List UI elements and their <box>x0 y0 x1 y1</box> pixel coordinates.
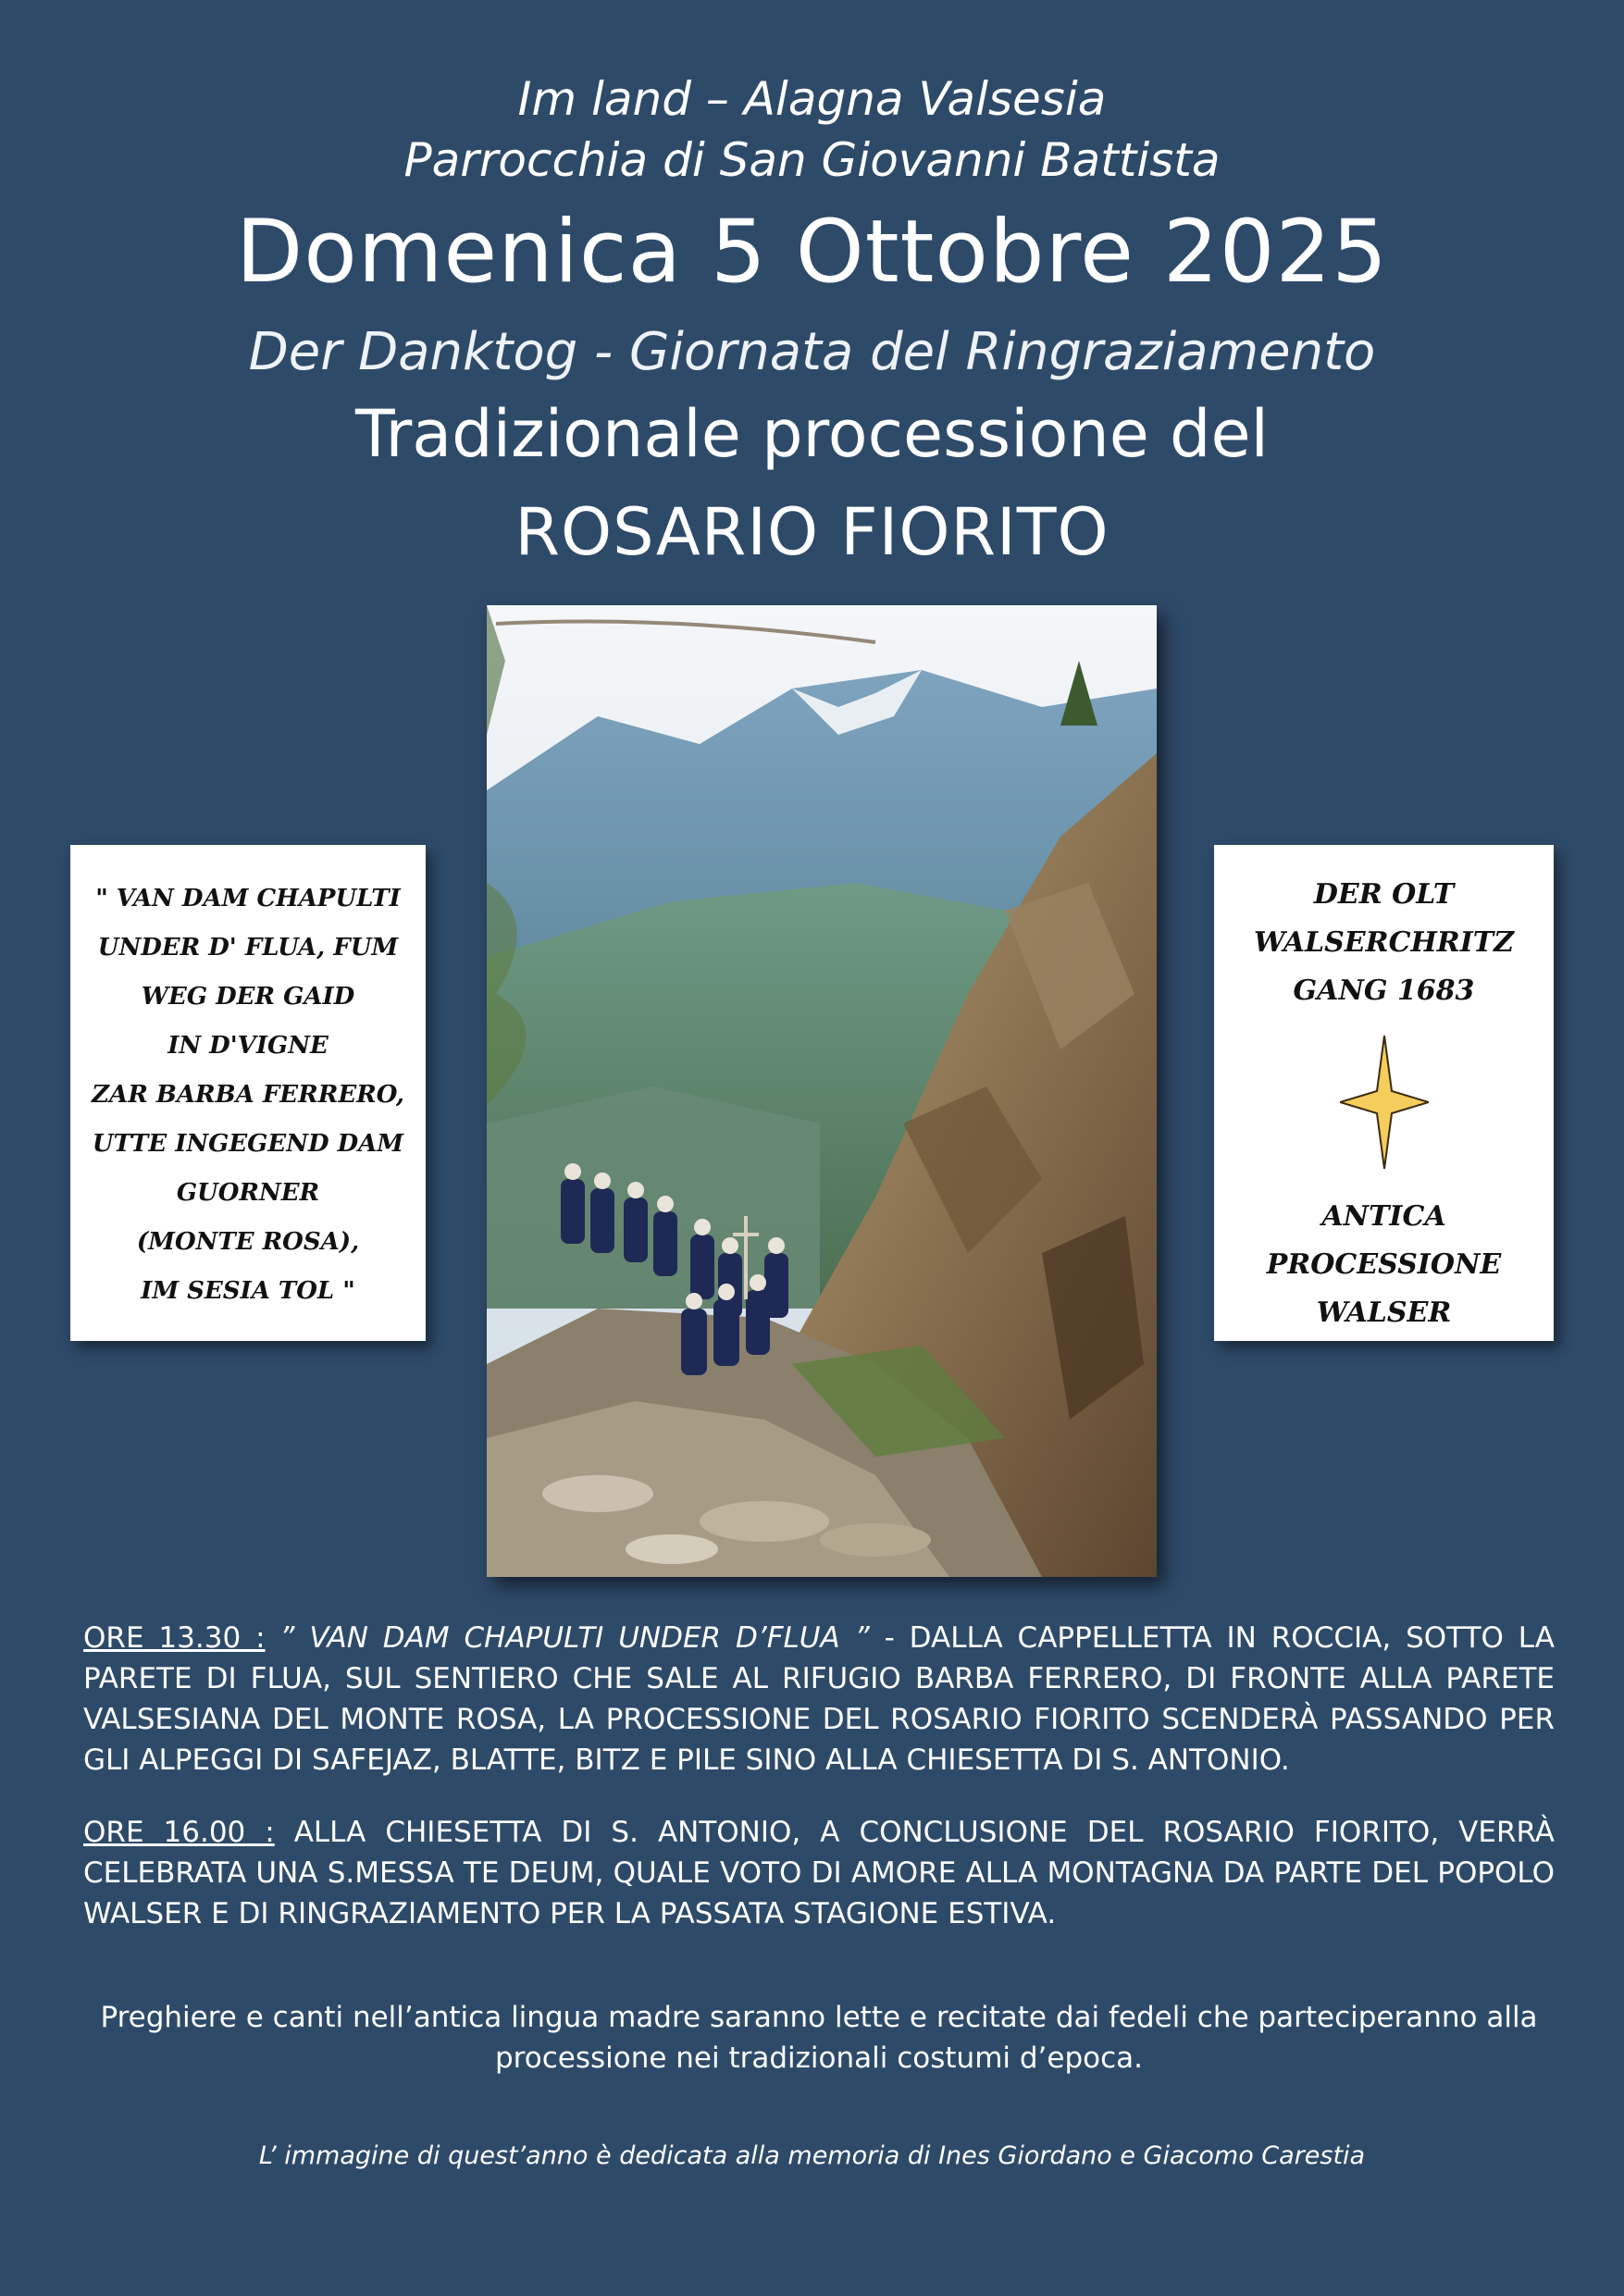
quote-line: IM SESIA TOL " <box>141 1277 355 1305</box>
quote-line: IN D'VIGNE <box>167 1032 329 1060</box>
quote-line: UTTE INGEGEND DAM <box>92 1130 404 1158</box>
procession-photo <box>487 605 1157 1577</box>
info-line: ANTICA <box>1321 1200 1446 1233</box>
program-item-1600 <box>83 1812 1555 1934</box>
quote-line: (MONTE ROSA), <box>136 1228 360 1256</box>
star-icon <box>1340 1036 1429 1169</box>
quote-line: " VAN DAM CHAPULTI <box>95 885 401 912</box>
event-subtitle: Der Danktog - Giornata del Ringraziamento <box>248 322 1376 382</box>
program-quote: ” VAN DAM CHAPULTI UNDER D’FLUA ” <box>265 1621 885 1655</box>
program-item-1330 <box>83 1618 1555 1781</box>
quote-line: GUORNER <box>176 1179 320 1207</box>
program-time: ORE 16.00 : <box>83 1816 275 1849</box>
procession-info-box <box>1214 845 1554 1341</box>
info-line: DER OLT <box>1313 878 1455 911</box>
info-line: WALSERCHRITZ <box>1253 926 1514 959</box>
program-text: - DALLA CAPPELLETTA IN ROCCIA, SOTTO LA PARETE DI FLUA, SUL SENTIERO CHE SALE AL RIFUGIO BARBA FERRERO, DI FRONTE ALLA PARETE VALSESIANA DEL MONTE ROSA, LA PROCESSIONE DEL ROSARIO FIORITO SCENDERÀ PASSANDO PER GLI ALPEGGI DI SAFEJAZ, BLATTE, BITZ E PILE SINO ALLA CHIESETTA DI S. ANTONIO. <box>83 1621 1555 1777</box>
info-line: GANG 1683 <box>1293 974 1475 1007</box>
header-location: Im land – Alagna Valsesia <box>517 72 1107 126</box>
program-time: ORE 13.30 : <box>83 1621 266 1655</box>
program-text: ALLA CHIESETTA DI S. ANTONIO, A CONCLUSIONE DEL ROSARIO FIORITO, VERRÀ CELEBRATA UNA S.MESSA TE DEUM, QUALE VOTO DI AMORE ALLA MONTAGNA DA PARTE DEL POPOLO WALSER E DI RINGRAZIAMENTO PER LA PASSATA STAGIONE ESTIVA. <box>83 1816 1555 1930</box>
quote-line: UNDER D' FLUA, FUM <box>97 934 399 962</box>
header-parish: Parrocchia di San Giovanni Battista <box>403 133 1221 187</box>
event-title-line2: ROSARIO FIORITO <box>514 494 1110 570</box>
info-line: WALSER <box>1316 1297 1452 1329</box>
dedication: L’ immagine di quest’anno è dedicata alla memoria di Ines Giordano e Giacomo Carestia <box>258 2141 1366 2170</box>
info-line: PROCESSIONE <box>1266 1248 1502 1281</box>
event-date: Domenica 5 Ottobre 2025 <box>235 202 1389 303</box>
quote-line: ZAR BARBA FERRERO, <box>92 1081 404 1109</box>
walser-quote-box <box>70 845 426 1341</box>
event-title-line1: Tradizionale processione del <box>355 396 1269 472</box>
quote-line: WEG DER GAID <box>141 983 355 1011</box>
prayer-note: Preghiere e canti nell’antica lingua madre saranno lette e recitate dai fedeli che parteciperanno alla processione nei tradizionali costumi d’epoca. <box>100 2001 1538 2075</box>
